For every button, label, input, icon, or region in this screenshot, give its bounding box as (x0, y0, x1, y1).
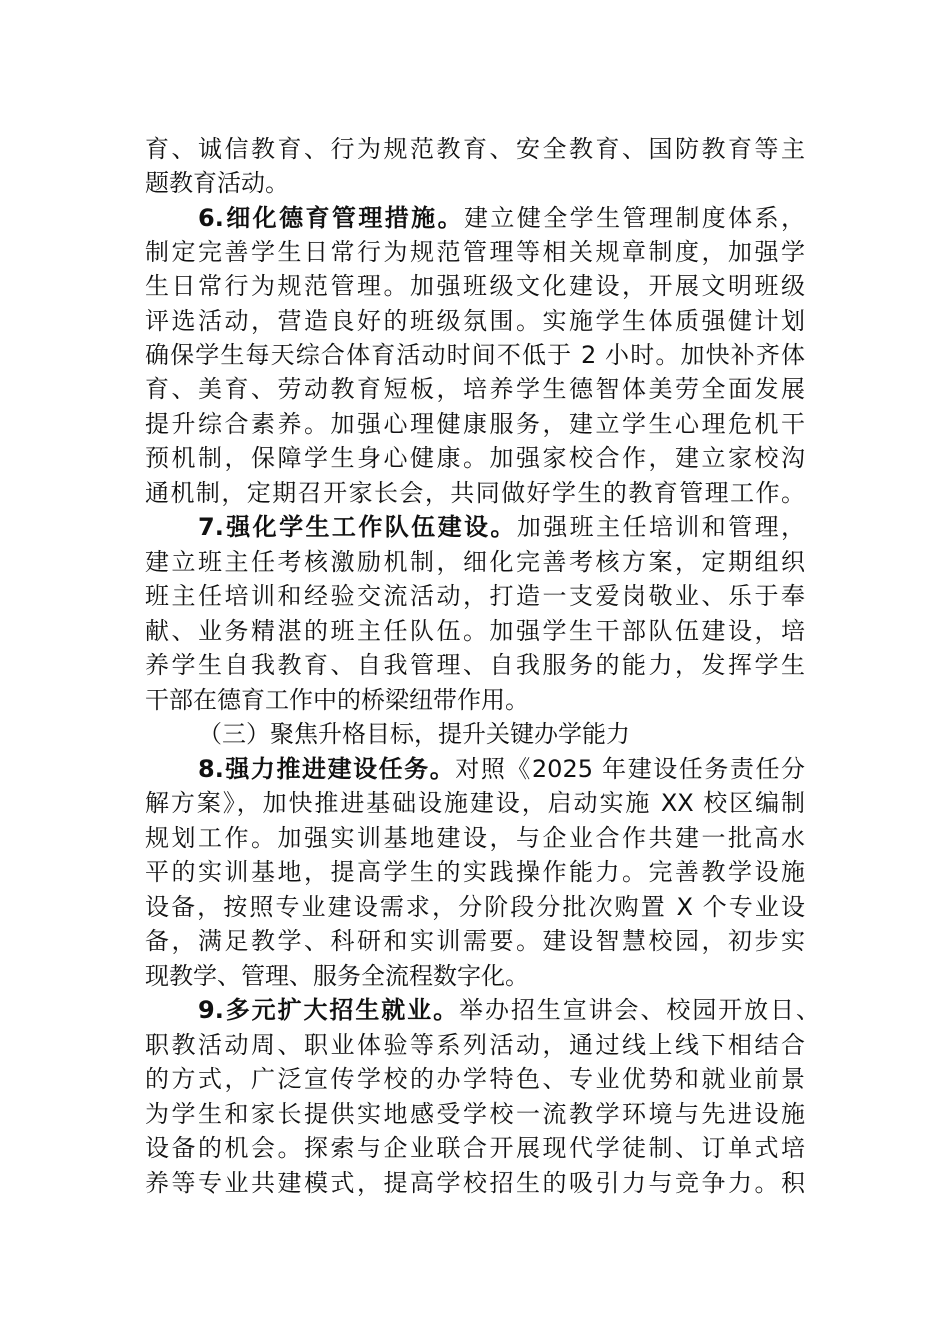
text-line: 养等专业共建模式，提高学校招生的吸引力与竞争力。积 (145, 1169, 805, 1197)
text-line: 确保学生每天综合体育活动时间不低于 2 小时。加快补齐体 (145, 341, 805, 369)
text-line: 献、业务精湛的班主任队伍。加强学生干部队伍建设，培 (145, 617, 805, 645)
subsection-heading: （三）聚焦升格目标，提升关键办学能力 (198, 720, 630, 748)
section-8-lead: 对照《2025 年建设任务责任分 (455, 755, 805, 783)
text-line: 题教育活动。 (145, 169, 289, 197)
text-line: 解方案》，加快推进基础设施建设，启动实施 XX 校区编制 (145, 789, 805, 817)
text-line: 评选活动，营造良好的班级氛围。实施学生体质强健计划 (145, 307, 805, 335)
text-line: 生日常行为规范管理。加强班级文化建设，开展文明班级 (145, 272, 805, 300)
section-9-lead: 举办招生宣讲会、校园开放日、 (459, 996, 820, 1024)
section-7-lead: 加强班主任培训和管理， (516, 513, 805, 541)
text-line: 的方式，广泛宣传学校的办学特色、专业优势和就业前景 (145, 1065, 805, 1093)
text-line: 规划工作。加强实训基地建设，与企业合作共建一批高水 (145, 824, 805, 852)
text-line: 设备，按照专业建设需求，分阶段分批次购置 X 个专业设 (145, 893, 805, 921)
section-8-heading-line (198, 752, 805, 786)
text-line: 平的实训基地，提高学生的实践操作能力。完善教学设施 (145, 858, 805, 886)
section-6-lead: 建立健全学生管理制度体系， (464, 204, 806, 232)
text-line: 职教活动周、职业体验等系列活动，通过线上线下相结合 (145, 1031, 805, 1059)
text-line: 干部在德育工作中的桥梁纽带作用。 (145, 686, 529, 714)
section-9-heading-line (198, 993, 820, 1027)
text-line: 通机制，定期召开家长会，共同做好学生的教育管理工作。 (145, 479, 805, 507)
text-line: 设备的机会。探索与企业联合开展现代学徒制、订单式培 (145, 1134, 805, 1162)
text-line: 建立班主任考核激励机制，细化完善考核方案，定期组织 (145, 548, 805, 576)
text-line: 养学生自我教育、自我管理、自我服务的能力，发挥学生 (145, 651, 805, 679)
text-line: 现教学、管理、服务全流程数字化。 (145, 962, 529, 990)
text-line: 为学生和家长提供实地感受学校一流教学环境与先进设施 (145, 1100, 805, 1128)
section-8-title: 8.强力推进建设任务。 (198, 755, 456, 783)
text-line: 提升综合素养。加强心理健康服务，建立学生心理危机干 (145, 410, 805, 438)
text-line: 育、诚信教育、行为规范教育、安全教育、国防教育等主 (145, 135, 805, 163)
section-7-heading-line (198, 510, 805, 544)
text-line: 育、美育、劳动教育短板，培养学生德智体美劳全面发展 (145, 375, 805, 403)
text-line: 班主任培训和经验交流活动，打造一支爱岗敬业、乐于奉 (145, 582, 805, 610)
text-line: 备，满足教学、科研和实训需要。建设智慧校园，初步实 (145, 927, 805, 955)
section-7-title: 7.强化学生工作队伍建设。 (198, 513, 517, 541)
text-line: 制定完善学生日常行为规范管理等相关规章制度，加强学 (145, 238, 805, 266)
text-line: 预机制，保障学生身心健康。加强家校合作，建立家校沟 (145, 444, 805, 472)
section-6-title: 6.细化德育管理措施。 (198, 204, 464, 232)
section-6-heading-line (198, 201, 805, 235)
section-9-title: 9.多元扩大招生就业。 (198, 996, 460, 1024)
